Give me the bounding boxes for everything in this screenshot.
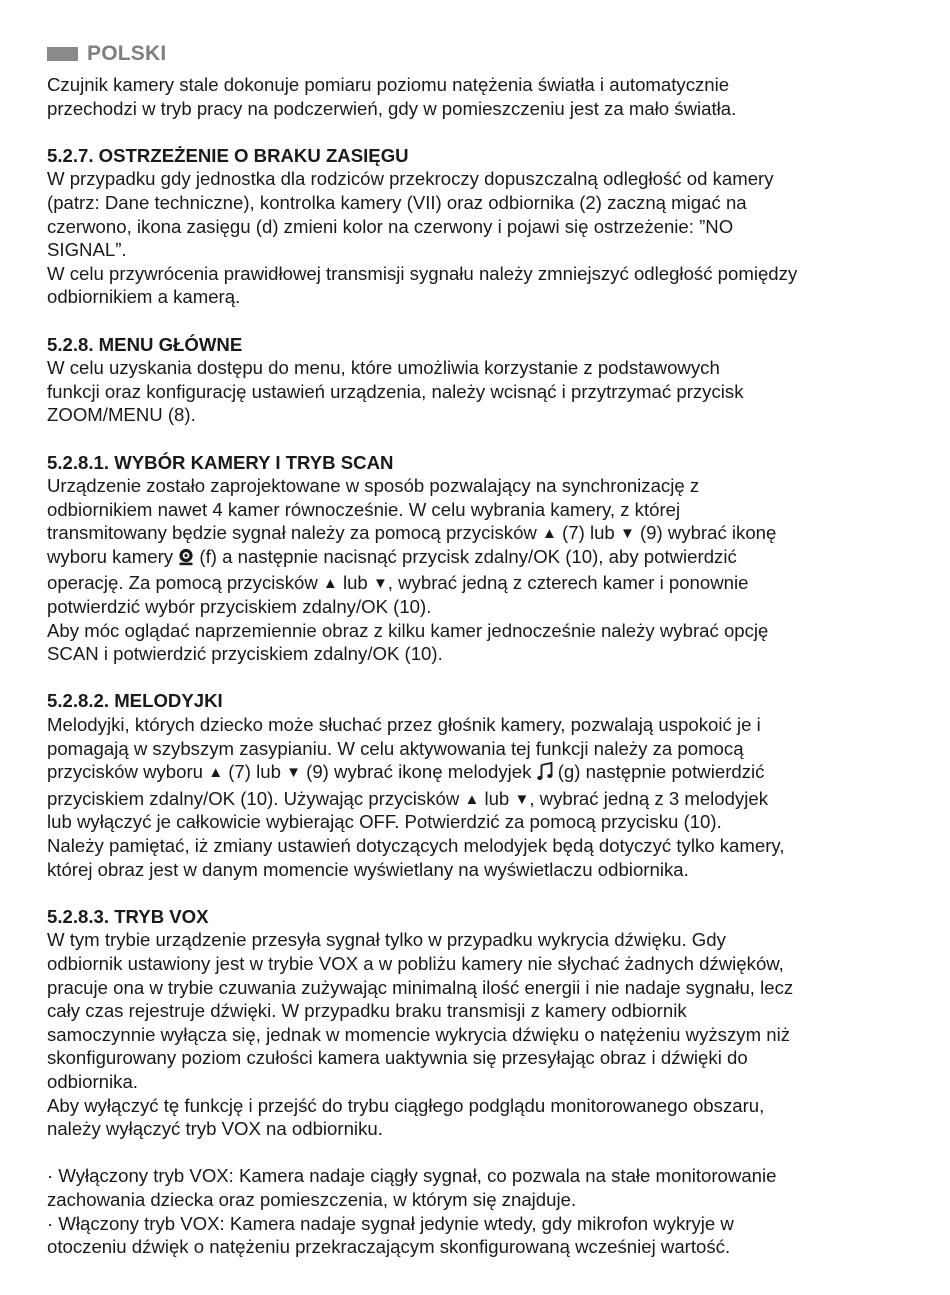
body-line: lub wyłączyć je całkowicie wybierając OFF. Potwierdzić za pomocą przycisku (10). [47, 811, 722, 833]
body-line: odbiornika. [47, 1070, 138, 1092]
body-line: W celu uzyskania dostępu do menu, które umożliwia korzystanie z podstawowych [47, 357, 720, 379]
down-arrow-icon: ▼ [372, 575, 388, 593]
body-line: której obraz jest w danym momencie wyświetlany na wyświetlaczu odbiornika. [47, 858, 689, 880]
bullet-line: otoczeniu dźwięk o natężeniu przekraczającym skonfigurowaną wcześniej wartość. [47, 1236, 731, 1258]
body-line: pracuje ona w trybie czuwania zużywając minimalną ilość energii i nie nadaje sygnału, lecz [47, 976, 794, 998]
body-line: SIGNAL”. [47, 239, 127, 261]
body-line: operację. Za pomocą przycisków ▲ lub ▼, wybrać jedną z czterech kamer i ponownie [47, 572, 749, 594]
body-line: wyboru kamery (f) a następnie nacisnąć przycisk zdalny/OK (10), aby potwierdzić [47, 545, 910, 572]
body-line: SCAN i potwierdzić przyciskiem zdalny/OK (10). [47, 643, 443, 665]
music-note-icon [537, 762, 553, 787]
body-line: Melodyjki, których dziecko może słuchać przez głośnik kamery, pozwalają uspokoić je i [47, 714, 761, 736]
language-label: POLSKI [87, 42, 167, 65]
body-line: odbiornikiem nawet 4 kamer równocześnie. W celu wybrania kamery, z której [47, 498, 681, 520]
up-arrow-icon: ▲ [464, 790, 480, 808]
camera-select-icon [178, 548, 194, 572]
intro-line: Czujnik kamery stale dokonuje pomiaru poziomu natężenia światła i automatycznie [47, 74, 730, 95]
body-line: W celu przywrócenia prawidłowej transmisji sygnału należy zmniejszyć odległość pomiędzy [47, 262, 798, 284]
body-line: przyciskiem zdalny/OK (10). Używając przycisków ▲ lub ▼, wybrać jedną z 3 melodyjek [47, 787, 769, 809]
body-line: (patrz: Dane techniczne), kontrolka kamery (VII) oraz odbiornika (2) zaczną migać na [47, 191, 747, 213]
down-arrow-icon: ▼ [619, 525, 635, 543]
down-arrow-icon: ▼ [514, 790, 530, 808]
body-line: W przypadku gdy jednostka dla rodziców przekroczy dopuszczalną odległość od kamery [47, 168, 774, 190]
body-line: funkcji oraz konfigurację ustawień urządzenia, należy wcisnąć i przytrzymać przycisk [47, 380, 744, 402]
bullet-line: · Włączony tryb VOX: Kamera nadaje sygnał jedynie wtedy, gdy mikrofon wykryje w [47, 1212, 734, 1234]
body-line: Aby wyłączyć tę funkcję i przejść do trybu ciągłego podglądu monitorowanego obszaru, [47, 1094, 765, 1116]
up-arrow-icon: ▲ [322, 575, 338, 593]
section-title-5-2-7: 5.2.7. OSTRZEŻENIE O BRAKU ZASIĘGU [47, 144, 409, 166]
body-line: odbiornik ustawiony jest w trybie VOX a w pobliżu kamery nie słychać żadnych dźwięków, [47, 952, 784, 974]
language-header [47, 41, 910, 67]
down-arrow-icon: ▼ [286, 764, 301, 782]
up-arrow-icon: ▲ [208, 764, 224, 782]
intro-line: przechodzi w tryb pracy na podczerwień, gdy w pomieszczeniu jest za mało światła. [47, 97, 737, 119]
section-title-5-2-8-2: 5.2.8.2. MELODYJKI [47, 690, 223, 712]
body-line: Urządzenie zostało zaprojektowane w sposób pozwalający na synchronizację z [47, 475, 700, 497]
up-arrow-icon: ▲ [542, 525, 557, 543]
bullet-line: · Wyłączony tryb VOX: Kamera nadaje ciągły sygnał, co pozwala na stałe monitorowanie [47, 1165, 777, 1187]
body-line: przycisków wyboru ▲ (7) lub ▼ (9) wybrać ikonę melodyjek (g) następnie potwierdzić [47, 760, 910, 787]
section-title-5-2-8-3: 5.2.8.3. TRYB VOX [47, 905, 209, 927]
language-marker-bar [47, 47, 78, 61]
body-line: cały czas rejestruje dźwięki. W przypadku braku transmisji z kamery odbiornik [47, 1000, 687, 1022]
body-line: skonfigurowany poziom czułości kamera uaktywnia się przesyłając obraz i dźwięki do [47, 1047, 748, 1069]
body-line: Aby móc oglądać naprzemiennie obraz z kilku kamer jednocześnie należy wybrać opcję [47, 619, 769, 641]
section-title-5-2-8: 5.2.8. MENU GŁÓWNE [47, 333, 243, 355]
bullet-line: zachowania dziecka oraz pomieszczenia, w którym się znajduje. [47, 1188, 577, 1210]
body-line: ZOOM/MENU (8). [47, 404, 196, 426]
section-title-5-2-8-1: 5.2.8.1. WYBÓR KAMERY I TRYB SCAN [47, 451, 394, 473]
body-line: pomagają w szybszym zasypianiu. W celu aktywowania tej funkcji należy za pomocą [47, 737, 744, 759]
body-line: samoczynnie wyłącza się, jednak w momencie wykrycia dźwięku o natężeniu wyższym niż [47, 1023, 790, 1045]
body-line: transmitowany będzie sygnał należy za pomocą przycisków ▲ (7) lub ▼ (9) wybrać ikonę [47, 522, 777, 544]
body-line: odbiornikiem a kamerą. [47, 286, 241, 308]
body-line: W tym trybie urządzenie przesyła sygnał tylko w przypadku wykrycia dźwięku. Gdy [47, 929, 726, 951]
body-line: czerwono, ikona zasięgu (d) zmieni kolor na czerwony i pojawi się ostrzeżenie: ”NO [47, 215, 734, 237]
body-line: potwierdzić wybór przyciskiem zdalny/OK (10). [47, 596, 432, 618]
body-line: należy wyłączyć tryb VOX na odbiorniku. [47, 1118, 383, 1140]
body-line: Należy pamiętać, iż zmiany ustawień dotyczących melodyjek będą dotyczyć tylko kamery, [47, 835, 785, 856]
